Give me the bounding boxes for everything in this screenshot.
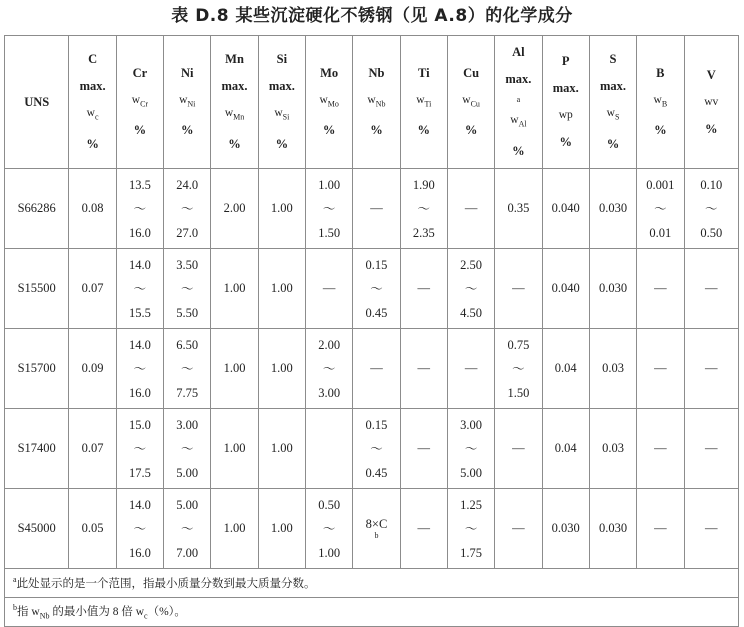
cell-mn — [211, 249, 258, 329]
cell-value: 0.10 — [700, 177, 723, 192]
cell-value: 1.25 — [460, 497, 483, 512]
column-header-uns — [5, 36, 69, 169]
column-header-line: % — [275, 136, 289, 151]
column-name: S — [609, 52, 617, 67]
column-header-line: % — [228, 136, 241, 151]
cell-mn — [211, 329, 258, 409]
cell-value: 1.90 — [412, 177, 435, 192]
composition-table-wrapper — [4, 35, 739, 624]
column-header-mn — [211, 36, 258, 169]
column-header-line: % — [654, 123, 667, 138]
cell-value: — — [417, 361, 431, 375]
cell-b — [637, 169, 684, 249]
cell-value: 0.07 — [81, 441, 104, 455]
cell-value: 2.00 — [318, 337, 341, 352]
cell-value: — — [654, 521, 667, 535]
cell-cu — [447, 409, 494, 489]
cell-value: ～ — [654, 201, 667, 216]
cell-cu — [447, 489, 494, 569]
cell-value: 5.50 — [176, 305, 199, 320]
column-header-cr — [116, 36, 163, 169]
cell-value: 0.04 — [554, 361, 577, 375]
cell-uns — [5, 409, 69, 489]
cell-nb — [353, 489, 400, 569]
cell-value: 17.5 — [128, 465, 151, 480]
column-header-ni — [164, 36, 211, 169]
cell-value: 0.45 — [365, 465, 388, 480]
cell-ti — [400, 249, 447, 329]
cell-cr — [116, 169, 163, 249]
cell-value: ～ — [370, 281, 383, 296]
table-row — [5, 329, 739, 409]
footnote-row-a — [5, 569, 739, 598]
cell-si — [258, 489, 305, 569]
cell-value: ～ — [180, 521, 194, 536]
cell-mo — [306, 409, 353, 489]
cell-ti — [400, 169, 447, 249]
cell-value: 5.00 — [176, 497, 199, 512]
cell-value: 14.0 — [128, 497, 151, 512]
cell-al — [495, 489, 542, 569]
cell-value: 27.0 — [176, 225, 199, 240]
cell-value: 7.75 — [176, 385, 199, 400]
cell-value: 2.00 — [223, 201, 246, 215]
cell-value: ～ — [133, 361, 147, 376]
cell-c — [69, 329, 116, 409]
cell-c — [69, 409, 116, 489]
cell-si — [258, 329, 305, 409]
column-header-line: % — [133, 123, 147, 138]
column-header-line: $w_{Mn}$ — [224, 107, 245, 122]
footnote-b — [5, 598, 739, 627]
column-header-c — [69, 36, 116, 169]
cell-ti — [400, 409, 447, 489]
cell-value: ～ — [322, 361, 336, 376]
cell-value: 0.05 — [81, 521, 104, 535]
cell-value: 1.00 — [270, 201, 293, 215]
cell-b — [637, 409, 684, 489]
cell-ti — [400, 489, 447, 569]
column-header-nb — [353, 36, 400, 169]
cell-value: 0.50 — [700, 225, 723, 240]
cell-value: ～ — [370, 441, 383, 456]
cell-value: 1.00 — [318, 177, 341, 192]
footnote-ref-b: b — [374, 531, 379, 540]
cell-s — [589, 409, 636, 489]
cell-value: 0.08 — [81, 201, 104, 215]
cell-uns — [5, 489, 69, 569]
cell-s — [589, 489, 636, 569]
cell-value: — — [705, 521, 718, 535]
cell-mn — [211, 489, 258, 569]
cell-uns — [5, 329, 69, 409]
column-header-v — [684, 36, 739, 169]
cell-value: 0.030 — [551, 521, 580, 535]
column-header-line: $w_{Ti}$ — [416, 93, 432, 109]
cell-value: 0.01 — [649, 225, 672, 240]
column-name: Nb — [368, 65, 385, 80]
cell-value: 1.75 — [460, 545, 483, 560]
cell-nb — [353, 249, 400, 329]
cell-mn — [211, 169, 258, 249]
cell-al — [495, 329, 542, 409]
footnote-mark-b: b — [13, 603, 17, 613]
cell-value: 14.0 — [128, 257, 151, 272]
column-header-line: % — [370, 123, 383, 138]
cell-si — [258, 249, 305, 329]
column-name: Ti — [417, 65, 430, 80]
cell-nb — [353, 169, 400, 249]
cell-b — [637, 329, 684, 409]
cell-value: — — [370, 361, 383, 375]
cell-ni — [164, 329, 211, 409]
cell-value: 14.0 — [128, 337, 151, 352]
cell-value: 24.0 — [176, 177, 199, 192]
column-header-line: max. — [79, 79, 106, 94]
column-name: Mo — [320, 65, 339, 80]
column-header-line: % — [705, 121, 718, 136]
cell-value: 16.0 — [128, 385, 151, 400]
cell-value: 1.50 — [318, 225, 341, 240]
cell-value: ～ — [704, 201, 718, 216]
column-name: Al — [512, 45, 525, 60]
cell-value: — — [464, 361, 478, 375]
column-header-line: % — [559, 135, 572, 149]
cell-value: — — [322, 281, 336, 295]
cell-ni — [164, 169, 211, 249]
column-name: UNS — [24, 94, 50, 109]
column-header-line: % — [180, 123, 194, 138]
column-header-line: $w_{Mo}$ — [319, 93, 339, 109]
column-header-line: $w_S$ — [606, 107, 620, 122]
cell-cu — [447, 169, 494, 249]
column-header-line: $w_{Ni}$ — [179, 93, 196, 109]
column-header-mo — [306, 36, 353, 169]
cell-value: S17400 — [17, 441, 56, 455]
cell-value: 3.50 — [176, 257, 199, 272]
cell-value: 0.04 — [554, 441, 577, 455]
cell-c — [69, 489, 116, 569]
column-name: V — [706, 67, 716, 82]
cell-ti — [400, 329, 447, 409]
cell-cr — [116, 249, 163, 329]
column-header-line: % — [86, 136, 99, 151]
cell-value: ～ — [464, 521, 478, 536]
column-header-line: $w_{Al}$ — [510, 114, 527, 129]
cell-value: 1.00 — [318, 545, 341, 560]
cell-value: ～ — [180, 361, 194, 376]
cell-al — [495, 409, 542, 489]
column-name: Si — [276, 52, 288, 67]
cell-mo — [306, 489, 353, 569]
cell-value: 1.00 — [270, 281, 293, 295]
cell-value: 0.001 — [646, 177, 675, 192]
cell-p — [542, 249, 589, 329]
cell-b — [637, 249, 684, 329]
column-name: B — [656, 65, 665, 80]
cell-p — [542, 169, 589, 249]
cell-value: 6.50 — [176, 337, 199, 352]
cell-value: 0.75 — [507, 337, 530, 352]
cell-value: 0.15 — [365, 417, 388, 432]
cell-value: 2.50 — [460, 257, 483, 272]
footnote-a-text: 此处显示的是一个范围，指最小质量分数到最大质量分数。 — [16, 578, 316, 590]
cell-value: 1.00 — [270, 521, 293, 535]
cell-value: — — [417, 521, 431, 535]
column-name: Cr — [132, 65, 148, 80]
cell-value: 0.07 — [81, 281, 104, 295]
column-header-line: max. — [268, 79, 295, 94]
cell-p — [542, 489, 589, 569]
cell-value: S45000 — [17, 521, 56, 535]
cell-c — [69, 249, 116, 329]
cell-value: 3.00 — [176, 417, 199, 432]
footnote-a — [5, 569, 739, 598]
cell-nb — [353, 409, 400, 489]
cell-v — [684, 169, 739, 249]
cell-value: ～ — [417, 201, 431, 216]
cell-value: 1.50 — [507, 385, 530, 400]
cell-ni — [164, 249, 211, 329]
cell-value: 0.15 — [365, 257, 388, 272]
cell-value: 5.00 — [460, 465, 483, 480]
cell-value: ～ — [464, 281, 478, 296]
cell-value: 0.03 — [602, 441, 624, 455]
column-header-line: $w_{Cu}$ — [462, 93, 480, 109]
cell-value: ～ — [322, 521, 336, 536]
cell-value: — — [512, 441, 525, 455]
column-header-line: a — [516, 95, 521, 105]
cell-value: 4.50 — [460, 305, 483, 320]
cell-value: ～ — [180, 201, 194, 216]
cell-value: ～ — [133, 201, 147, 216]
cell-value: — — [417, 281, 431, 295]
column-header-line: wp — [558, 109, 573, 121]
cell-value: ～ — [464, 441, 478, 456]
cell-s — [589, 249, 636, 329]
cell-value: 1.00 — [270, 441, 293, 455]
column-header-line: % — [606, 136, 620, 151]
column-header-s — [589, 36, 636, 169]
cell-value: 0.030 — [598, 201, 628, 215]
cell-value: 7.00 — [176, 545, 199, 560]
cell-v — [684, 489, 739, 569]
cell-v — [684, 249, 739, 329]
cell-value: — — [464, 201, 478, 215]
cell-mn — [211, 409, 258, 489]
cell-al — [495, 249, 542, 329]
column-header-line: % — [512, 143, 525, 158]
cell-value: 0.09 — [81, 361, 104, 375]
cell-uns — [5, 169, 69, 249]
cell-value: — — [654, 361, 667, 375]
cell-al — [495, 169, 542, 249]
footnote-mark-a: a — [13, 575, 17, 585]
column-header-line: $w_{Cr}$ — [131, 93, 149, 109]
cell-value: 0.35 — [507, 201, 530, 215]
column-header-line: $w_c$ — [86, 107, 99, 122]
cell-b — [637, 489, 684, 569]
cell-value: S66286 — [17, 201, 56, 215]
cell-p — [542, 329, 589, 409]
cell-value: 0.45 — [365, 305, 388, 320]
footnote-b-text-3: （%）。 — [147, 606, 186, 619]
cell-value: — — [512, 281, 525, 295]
table-body — [5, 169, 739, 569]
column-header-line: max. — [552, 81, 579, 95]
column-header-line: max. — [221, 79, 248, 94]
cell-value: 15.0 — [128, 417, 151, 432]
cell-value: 3.00 — [460, 417, 483, 432]
cell-si — [258, 169, 305, 249]
cell-value: — — [705, 361, 718, 375]
cell-value: — — [654, 281, 667, 295]
column-header-line: % — [322, 123, 336, 138]
cell-mo — [306, 249, 353, 329]
cell-value: ～ — [180, 441, 194, 456]
cell-s — [589, 169, 636, 249]
cell-value: 0.50 — [318, 497, 341, 512]
column-header-al — [495, 36, 542, 169]
cell-value: 5.00 — [176, 465, 199, 480]
cell-value: S15500 — [17, 281, 56, 295]
column-header-line: $w_{Si}$ — [274, 107, 290, 122]
cell-value: S15700 — [17, 361, 56, 375]
cell-nb — [353, 329, 400, 409]
column-header-b — [637, 36, 684, 169]
cell-value: 13.5 — [128, 177, 151, 192]
cell-value: 1.00 — [223, 521, 246, 535]
cell-value: 1.00 — [223, 281, 246, 295]
cell-cr — [116, 489, 163, 569]
composition-table — [4, 35, 739, 627]
cell-v — [684, 329, 739, 409]
cell-mo — [306, 169, 353, 249]
column-header-line: max. — [505, 72, 532, 87]
cell-s — [589, 329, 636, 409]
cell-value: ～ — [322, 201, 336, 216]
cell-value: ～ — [512, 361, 525, 376]
cell-value: 0.040 — [551, 281, 580, 295]
cell-uns — [5, 249, 69, 329]
column-header-p — [542, 36, 589, 169]
cell-value: — — [512, 521, 525, 535]
cell-v — [684, 409, 739, 489]
cell-c — [69, 169, 116, 249]
cell-value: — — [705, 281, 718, 295]
cell-value: 0.03 — [602, 361, 624, 375]
cell-ni — [164, 409, 211, 489]
cell-value: 1.00 — [270, 361, 293, 375]
cell-cr — [116, 409, 163, 489]
table-row — [5, 409, 739, 489]
cell-si — [258, 409, 305, 489]
cell-value: ～ — [133, 281, 147, 296]
footnote-b-sub-1: Nb — [39, 611, 50, 621]
cell-value: 0.040 — [551, 201, 580, 215]
cell-value: 3.00 — [318, 385, 341, 400]
cell-value: — — [654, 441, 667, 455]
footnote-row-b — [5, 598, 739, 627]
column-header-line: % — [464, 123, 478, 138]
cell-cu — [447, 249, 494, 329]
cell-value: 15.5 — [128, 305, 151, 320]
column-name: C — [88, 52, 98, 67]
cell-value: ～ — [133, 441, 147, 456]
column-header-cu — [447, 36, 494, 169]
column-header-ti — [400, 36, 447, 169]
footnote-b-sub-2: c — [144, 611, 148, 621]
cell-value: 2.35 — [412, 225, 435, 240]
header-row — [5, 36, 739, 169]
column-header-line: $w_{Nb}$ — [367, 93, 386, 109]
column-header-line: max. — [600, 79, 627, 94]
cell-value: 1.00 — [223, 441, 246, 455]
column-name: Cu — [463, 65, 480, 80]
column-name: Mn — [225, 52, 244, 67]
column-header-si — [258, 36, 305, 169]
cell-value: ～ — [180, 281, 194, 296]
cell-value: — — [370, 201, 383, 215]
cell-value: 1.00 — [223, 361, 246, 375]
footnote-b-text-2: 的最小值为 8 倍 w — [49, 606, 145, 619]
column-header-line: % — [417, 123, 431, 138]
cell-value: 0.030 — [598, 281, 628, 295]
table-row — [5, 249, 739, 329]
cell-cu — [447, 329, 494, 409]
table-title: 表 D.8 某些沉淀硬化不锈钢（见 A.8）的化学成分 — [171, 6, 573, 26]
cell-cr — [116, 329, 163, 409]
column-header-line: $w_B$ — [653, 93, 668, 109]
cell-value: 16.0 — [128, 225, 151, 240]
cell-mo — [306, 329, 353, 409]
cell-ni — [164, 489, 211, 569]
cell-value: — — [705, 441, 718, 455]
cell-value: 0.030 — [598, 521, 628, 535]
column-header-line: wv — [704, 95, 719, 108]
footnote-b-text-1: 指 w — [17, 606, 40, 619]
table-row — [5, 489, 739, 569]
cell-p — [542, 409, 589, 489]
table-row — [5, 169, 739, 249]
column-name: P — [561, 54, 570, 68]
cell-value: — — [417, 441, 431, 455]
cell-value: 8×C — [365, 517, 388, 531]
cell-value: ～ — [133, 521, 147, 536]
cell-value: 16.0 — [128, 545, 151, 560]
column-name: Ni — [180, 65, 194, 80]
